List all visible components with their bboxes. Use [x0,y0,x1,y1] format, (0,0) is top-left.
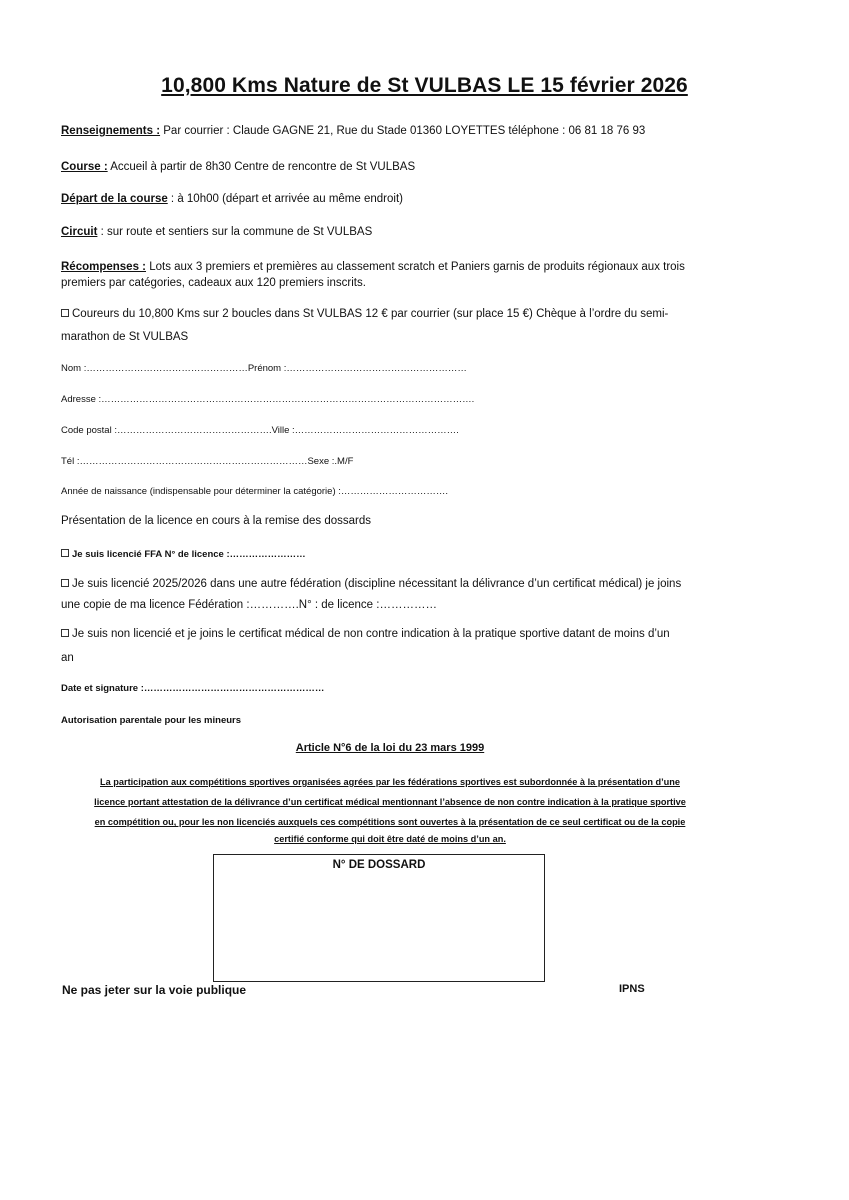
article-line-1: La participation aux compétitions sportives organisées agrées par les fédérations sportives est subordonnée à la présentation d’une [100,777,680,787]
article-line-4: certifié conforme qui doit être daté de moins d’un an. [274,834,506,844]
registration-text-1: Coureurs du 10,800 Kms sur 2 boucles dans St VULBAS 12 € par courrier (sur place 15 €) Chèque à l’ordre du semi- [72,308,669,320]
renseignements-label: Renseignements : [61,125,161,137]
article-title: Article N°6 de la loi du 23 mars 1999 [295,742,485,754]
depart-label: Départ de la course [61,193,168,205]
depart-text: : à 10h00 (départ et arrivée au même endroit) [167,193,403,205]
recompenses-text: Lots aux 3 premiers et premières au classement scratch et Paniers garnis de produits régionaux aux trois [146,261,685,273]
registration-checkbox[interactable] [61,309,69,317]
recompenses-line-2 [61,272,761,295]
licence-ffa-option [61,543,761,566]
date-signature-field[interactable]: Date et signature :………………………………………………… [61,683,325,694]
licence-presentation: Présentation de la licence en cours à la remise des dossards [61,515,372,527]
non-licencie-text-1: Je suis non licencié et je joins le certificat médical de non contre indication à la pratique sportive datant de moins d’un [72,628,670,640]
recompenses-text-2: premiers par catégories, cadeaux aux 120 premiers inscrits. [61,277,366,289]
non-licencie-checkbox[interactable] [61,629,69,637]
article-line-3: en compétition ou, pour les non licenciés auxquels ces compétitions sont ouvertes à la présentation de ce seul certificat ou de la copie [94,817,686,827]
article-body [62,772,718,846]
course-text: Accueil à partir de 8h30 Centre de rencontre de St VULBAS [107,161,416,173]
course-line [61,156,761,179]
registration-option-line-2 [61,326,761,349]
registration-text-2: marathon de St VULBAS [61,331,189,343]
autre-federation-checkbox[interactable] [61,579,69,587]
autorisation-parentale: Autorisation parentale pour les mineurs [61,715,242,726]
renseignements-line [61,120,761,143]
page-title: 10,800 Kms Nature de St VULBAS LE 15 février 2026 [161,74,688,97]
course-label: Course : [61,161,108,173]
footer-notice: Ne pas jeter sur la voie publique [62,983,247,997]
recompenses-label: Récompenses : [61,261,147,273]
ffa-checkbox[interactable] [61,549,69,557]
non-licencie-option [61,623,761,646]
footer-ipns: IPNS [619,983,645,995]
circuit-line [61,221,761,244]
depart-line [61,188,761,211]
licence-autre-option [61,573,761,596]
article-line-2: licence portant attestation de la délivrance d’un certificat médical mentionnant l’absence de non contre indication à la pratique sportive [94,797,686,807]
circuit-text: : sur route et sentiers sur la commune de St VULBAS [97,226,373,238]
nom-prenom-field[interactable]: Nom :……………………………………………Prénom :………………………………………………… [61,363,467,374]
tel-sexe-field[interactable]: Tél :………………………………………………………………Sexe :.M/F [61,456,354,467]
ffa-text[interactable]: Je suis licencié FFA N° de licence :…………………… [72,549,306,560]
non-licencie-text-2: an [61,652,74,664]
dossard-label: N° DE DOSSARD [332,859,426,871]
dossard-box [213,854,545,982]
licence-autre-option-line-2 [61,594,761,617]
annee-naissance-field[interactable]: Année de naissance (indispensable pour déterminer la catégorie) :……………………………. [61,486,449,497]
adresse-field[interactable]: Adresse :………………………………………………………………………………………………………. [61,394,475,405]
autre-federation-text-2[interactable]: une copie de ma licence Fédération :………….N° : de licence :…………… [61,599,437,611]
renseignements-text: Par courrier : Claude GAGNE 21, Rue du Stade 01360 LOYETTES téléphone : 06 81 18 76 93 [160,125,646,137]
circuit-label: Circuit [61,226,98,238]
code-postal-ville-field[interactable]: Code postal :………………………………………….Ville :……………………………………………. [61,425,459,436]
autre-federation-text-1: Je suis licencié 2025/2026 dans une autre fédération (discipline nécessitant la délivrance d’un certificat médical) je joins [72,578,682,590]
registration-option [61,303,761,326]
non-licencie-option-line-2 [61,647,761,670]
